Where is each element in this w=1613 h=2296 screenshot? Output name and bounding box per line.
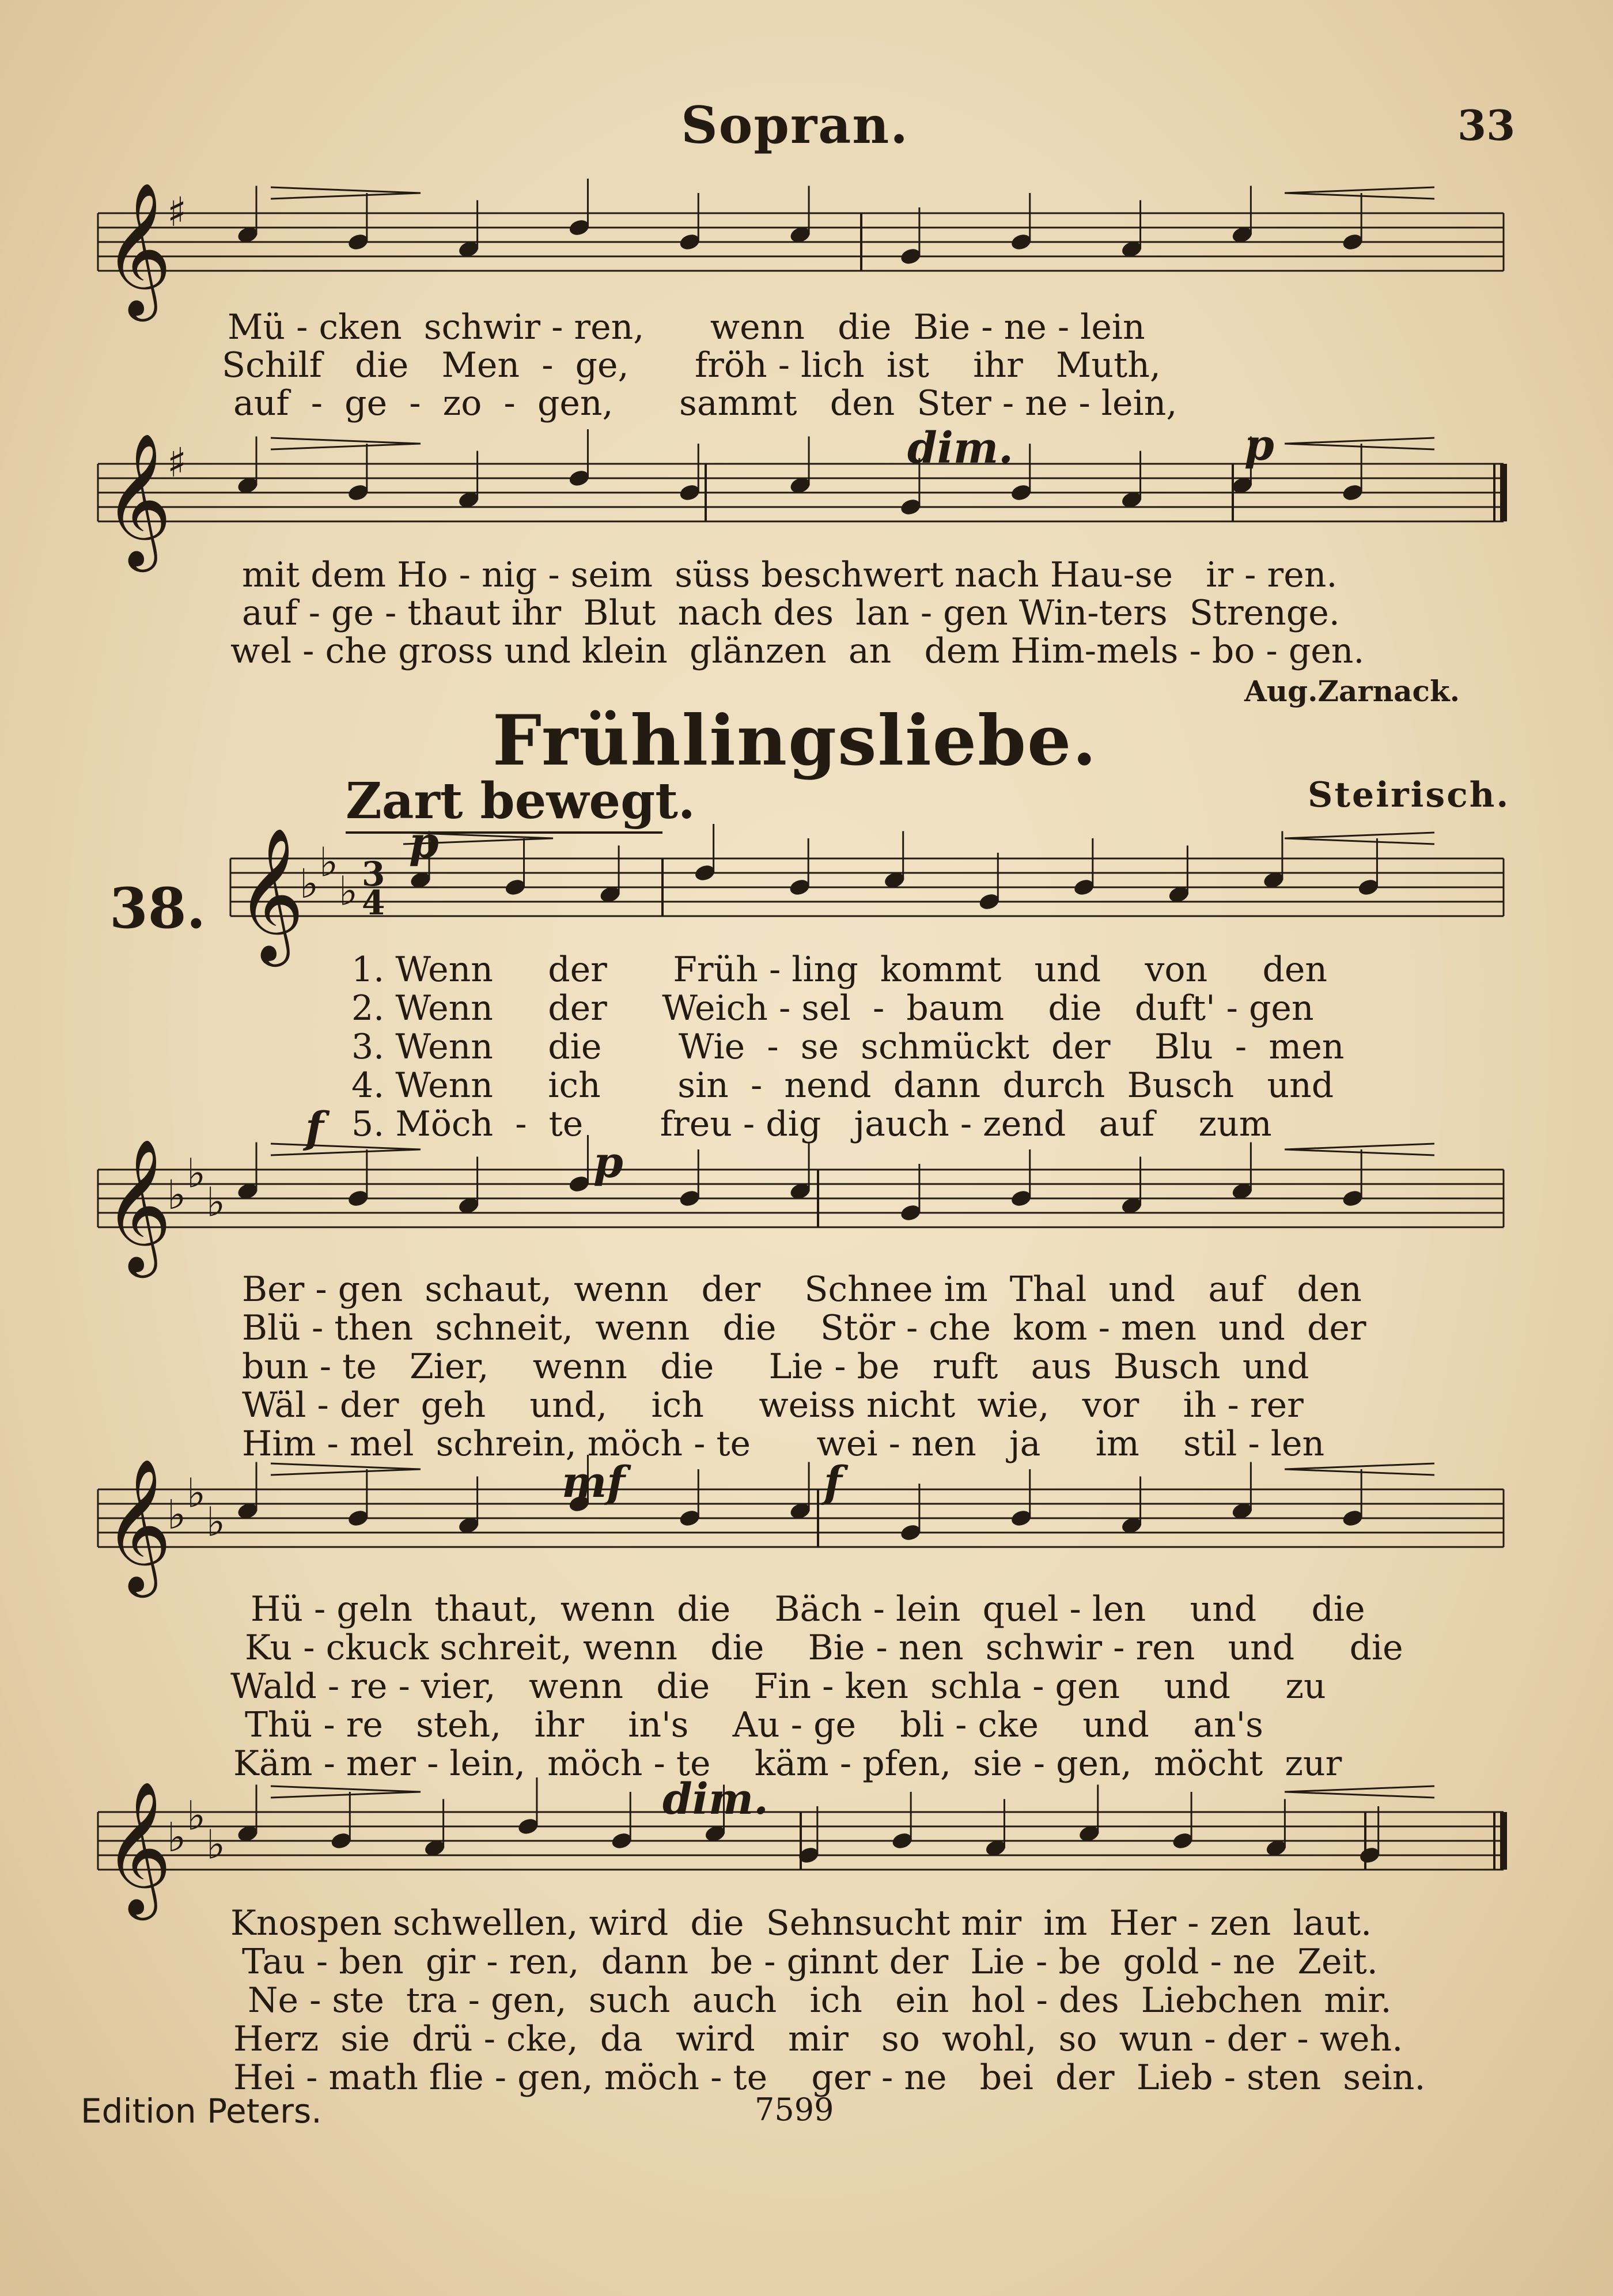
lyric-line: Thü - re steh, ihr in's Au - ge bli - cke und an's bbox=[245, 1705, 1263, 1745]
treble-clef-icon: 𝄞 bbox=[104, 181, 172, 316]
treble-clef-icon: 𝄞 bbox=[236, 827, 305, 961]
dynamic-marking: p bbox=[1244, 421, 1274, 470]
dynamic-marking: f bbox=[305, 1103, 324, 1153]
flat-icon: ♭ bbox=[187, 1149, 206, 1197]
dynamic-marking: p bbox=[593, 1138, 623, 1187]
hairpin bbox=[1285, 438, 1434, 449]
sharp-icon: ♯ bbox=[167, 188, 187, 236]
hairpin bbox=[271, 187, 421, 199]
lyric-line: Hei - math flie - gen, möch - te ger - ne bei der Lieb - sten sein. bbox=[233, 2057, 1426, 2098]
time-signature: 4 bbox=[362, 883, 385, 922]
dynamic-marking: f bbox=[824, 1458, 842, 1507]
lyric-line: mit dem Ho - nig - seim süss beschwert nach Hau-se ir - ren. bbox=[242, 555, 1338, 595]
lyric-line: Käm - mer - lein, möch - te käm - pfen, sie - gen, möcht zur bbox=[233, 1743, 1342, 1784]
hairpin bbox=[271, 1786, 421, 1798]
hairpin bbox=[271, 438, 421, 449]
dynamic-marking: dim. bbox=[907, 423, 1013, 473]
tempo-marking: Zart bewegt. bbox=[346, 772, 695, 830]
flat-icon: ♭ bbox=[319, 838, 339, 886]
hairpin bbox=[271, 1144, 421, 1155]
lyric-line: 4. Wenn ich sin - nend dann durch Busch und bbox=[351, 1065, 1334, 1106]
song-origin: Steirisch. bbox=[1308, 775, 1510, 815]
hairpin bbox=[1285, 833, 1434, 844]
publisher-imprint: Edition Peters. bbox=[81, 2091, 322, 2131]
lyric-line: Wäl - der geh und, ich weiss nicht wie, vor ih - rer bbox=[242, 1385, 1304, 1425]
lyric-line: Mü - cken schwir - ren, wenn die Bie - ne - lein bbox=[228, 307, 1145, 347]
lyric-line: Blü - then schneit, wenn die Stör - che kom - men und der bbox=[242, 1308, 1366, 1348]
flat-icon: ♭ bbox=[339, 867, 358, 915]
treble-clef-icon: 𝄞 bbox=[104, 432, 172, 566]
flat-icon: ♭ bbox=[206, 1498, 226, 1546]
page-number: 33 bbox=[1457, 101, 1516, 150]
plate-number: 7599 bbox=[755, 2091, 834, 2128]
lyric-line: Schilf die Men - ge, fröh - lich ist ihr Muth, bbox=[222, 345, 1161, 385]
lyric-line: auf - ge - thaut ihr Blut nach des lan - gen Win-ters Strenge. bbox=[242, 593, 1340, 633]
flat-icon: ♭ bbox=[300, 860, 319, 907]
hairpin bbox=[271, 1463, 421, 1475]
lyric-line: Ber - gen schaut, wenn der Schnee im Thal und auf den bbox=[242, 1269, 1362, 1310]
song-title: Frühlingsliebe. bbox=[492, 700, 1098, 781]
treble-clef-icon: 𝄞 bbox=[104, 1780, 172, 1915]
lyric-line: 3. Wenn die Wie - se schmückt der Blu - men bbox=[351, 1027, 1345, 1067]
time-signature: 3 bbox=[362, 854, 385, 894]
lyric-line: bun - te Zier, wenn die Lie - be ruft aus Busch und bbox=[242, 1346, 1309, 1387]
lyric-line: 5. Möch - te freu - dig jauch - zend auf zum bbox=[351, 1104, 1272, 1144]
hairpin bbox=[1285, 1463, 1434, 1475]
lyric-line: Tau - ben gir - ren, dann be - ginnt der Lie - be gold - ne Zeit. bbox=[242, 1942, 1378, 1982]
lyric-line: Him - mel schrein, möch - te wei - nen ja im stil - len bbox=[242, 1424, 1325, 1464]
song-number: 38. bbox=[109, 876, 206, 941]
flat-icon: ♭ bbox=[167, 1171, 187, 1219]
lyric-line: Ku - ckuck schreit, wenn die Bie - nen schwir - ren und die bbox=[245, 1628, 1403, 1668]
flat-icon: ♭ bbox=[206, 1821, 226, 1868]
hairpin bbox=[1285, 1786, 1434, 1798]
flat-icon: ♭ bbox=[187, 1469, 206, 1517]
treble-clef-icon: 𝄞 bbox=[104, 1138, 172, 1272]
lyric-line: wel - che gross und klein glänzen an dem Him-mels - bo - gen. bbox=[230, 631, 1365, 671]
lyric-line: Knospen schwellen, wird die Sehnsucht mir im Her - zen laut. bbox=[230, 1903, 1372, 1943]
author-credit: Aug.Zarnack. bbox=[1244, 674, 1460, 708]
dynamic-marking: mf bbox=[562, 1458, 626, 1507]
hairpin bbox=[1285, 1144, 1434, 1155]
flat-icon: ♭ bbox=[167, 1814, 187, 1861]
lyric-line: auf - ge - zo - gen, sammt den Ster - ne - lein, bbox=[233, 383, 1177, 423]
hairpin bbox=[1285, 187, 1434, 199]
flat-icon: ♭ bbox=[187, 1792, 206, 1840]
part-title: Sopran. bbox=[681, 95, 909, 155]
lyric-line: Wald - re - vier, wenn die Fin - ken schla - gen und zu bbox=[230, 1666, 1326, 1707]
flat-icon: ♭ bbox=[206, 1178, 226, 1226]
lyric-line: 1. Wenn der Früh - ling kommt und von den bbox=[351, 950, 1328, 990]
lyric-line: Ne - ste tra - gen, such auch ich ein hol - des Liebchen mir. bbox=[248, 1980, 1392, 2021]
sharp-icon: ♯ bbox=[167, 439, 187, 486]
treble-clef-icon: 𝄞 bbox=[104, 1458, 172, 1592]
lyric-line: Hü - geln thaut, wenn die Bäch - lein quel - len und die bbox=[251, 1589, 1365, 1629]
dynamic-marking: dim. bbox=[662, 1775, 768, 1824]
dynamic-marking: p bbox=[409, 818, 439, 868]
lyric-line: 2. Wenn der Weich - sel - baum die duft' - gen bbox=[351, 988, 1314, 1028]
lyric-line: Herz sie drü - cke, da wird mir so wohl, so wun - der - weh. bbox=[233, 2019, 1403, 2059]
flat-icon: ♭ bbox=[167, 1491, 187, 1538]
